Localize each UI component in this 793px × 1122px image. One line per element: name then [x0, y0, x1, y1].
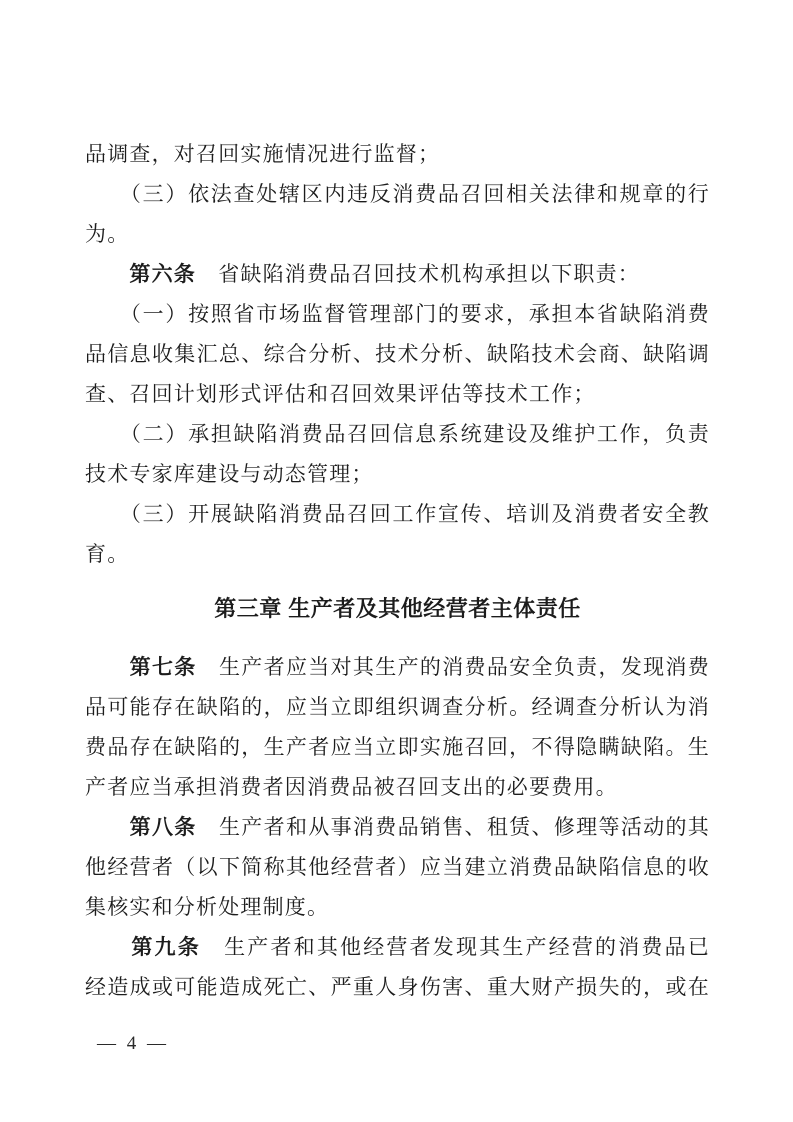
body-text: 品信息收集汇总、综合分析、技术分析、缺陷技术会商、缺陷调 — [85, 342, 710, 366]
chapter-heading: 第三章 生产者及其他经营者主体责任 — [214, 596, 581, 621]
body-text-line — [85, 334, 710, 374]
body-text: 查、召回计划形式评估和召回效果评估等技术工作； — [85, 382, 596, 406]
body-text: 生产者和其他经营者发现其生产经营的消费品已 — [200, 935, 710, 959]
body-text: （三）依法查处辖区内违反消费品召回相关法律和规章的行 — [85, 182, 710, 206]
body-text: 技术专家库建设与动态管理； — [85, 462, 374, 486]
body-text-line — [85, 647, 710, 687]
document-body — [85, 134, 710, 1007]
body-text: （三）开展缺陷消费品召回工作宣传、培训及消费者安全教 — [85, 502, 710, 526]
body-text: 品调查，对召回实施情况进行监督； — [85, 142, 441, 166]
body-text: 他经营者（以下简称其他经营者）应当建立消费品缺陷信息的收 — [85, 855, 710, 879]
body-text-line — [85, 254, 710, 294]
body-text: 省缺陷消费品召回技术机构承担以下职责： — [196, 262, 640, 286]
article-number: 第六条 — [85, 263, 196, 286]
body-text: 费品存在缺陷的，生产者应当立即实施召回，不得隐瞒缺陷。生 — [85, 735, 710, 759]
body-text: 经造成或可能造成死亡、严重人身伤害、重大财产损失的，或在 — [85, 975, 710, 999]
body-text-line — [85, 134, 710, 174]
body-text-line — [85, 847, 710, 887]
body-text-line — [85, 927, 710, 967]
article-number: 第七条 — [85, 656, 197, 679]
body-text-line — [85, 294, 710, 334]
body-text: 集核实和分析处理制度。 — [85, 895, 330, 919]
body-text-line — [85, 174, 710, 214]
body-text-line — [85, 687, 710, 727]
body-text-line — [85, 374, 710, 414]
body-text-line — [85, 767, 710, 807]
article-number: 第九条 — [85, 936, 201, 959]
body-text: 为。 — [85, 222, 130, 246]
body-text-line — [85, 534, 710, 574]
body-text-line — [85, 727, 710, 767]
body-text-line — [85, 414, 710, 454]
page-number: — 4 — — [97, 1033, 169, 1054]
body-text: （二）承担缺陷消费品召回信息系统建设及维护工作，负责 — [85, 422, 710, 446]
body-text: 育。 — [85, 542, 130, 566]
body-text-line — [85, 807, 710, 847]
body-text-line — [85, 887, 710, 927]
body-text: 品可能存在缺陷的，应当立即组织调查分析。经调查分析认为消 — [85, 695, 710, 719]
body-text: 产者应当承担消费者因消费品被召回支出的必要费用。 — [85, 775, 618, 799]
body-text-line — [85, 214, 710, 254]
article-number: 第八条 — [85, 816, 197, 839]
body-text: （一）按照省市场监督管理部门的要求，承担本省缺陷消费 — [85, 302, 710, 326]
body-text: 生产者应当对其生产的消费品安全负责，发现消费 — [196, 655, 711, 679]
body-text-line — [85, 494, 710, 534]
body-text-line — [85, 967, 710, 1007]
body-text-line — [85, 454, 710, 494]
body-text: 生产者和从事消费品销售、租赁、修理等活动的其 — [196, 815, 711, 839]
